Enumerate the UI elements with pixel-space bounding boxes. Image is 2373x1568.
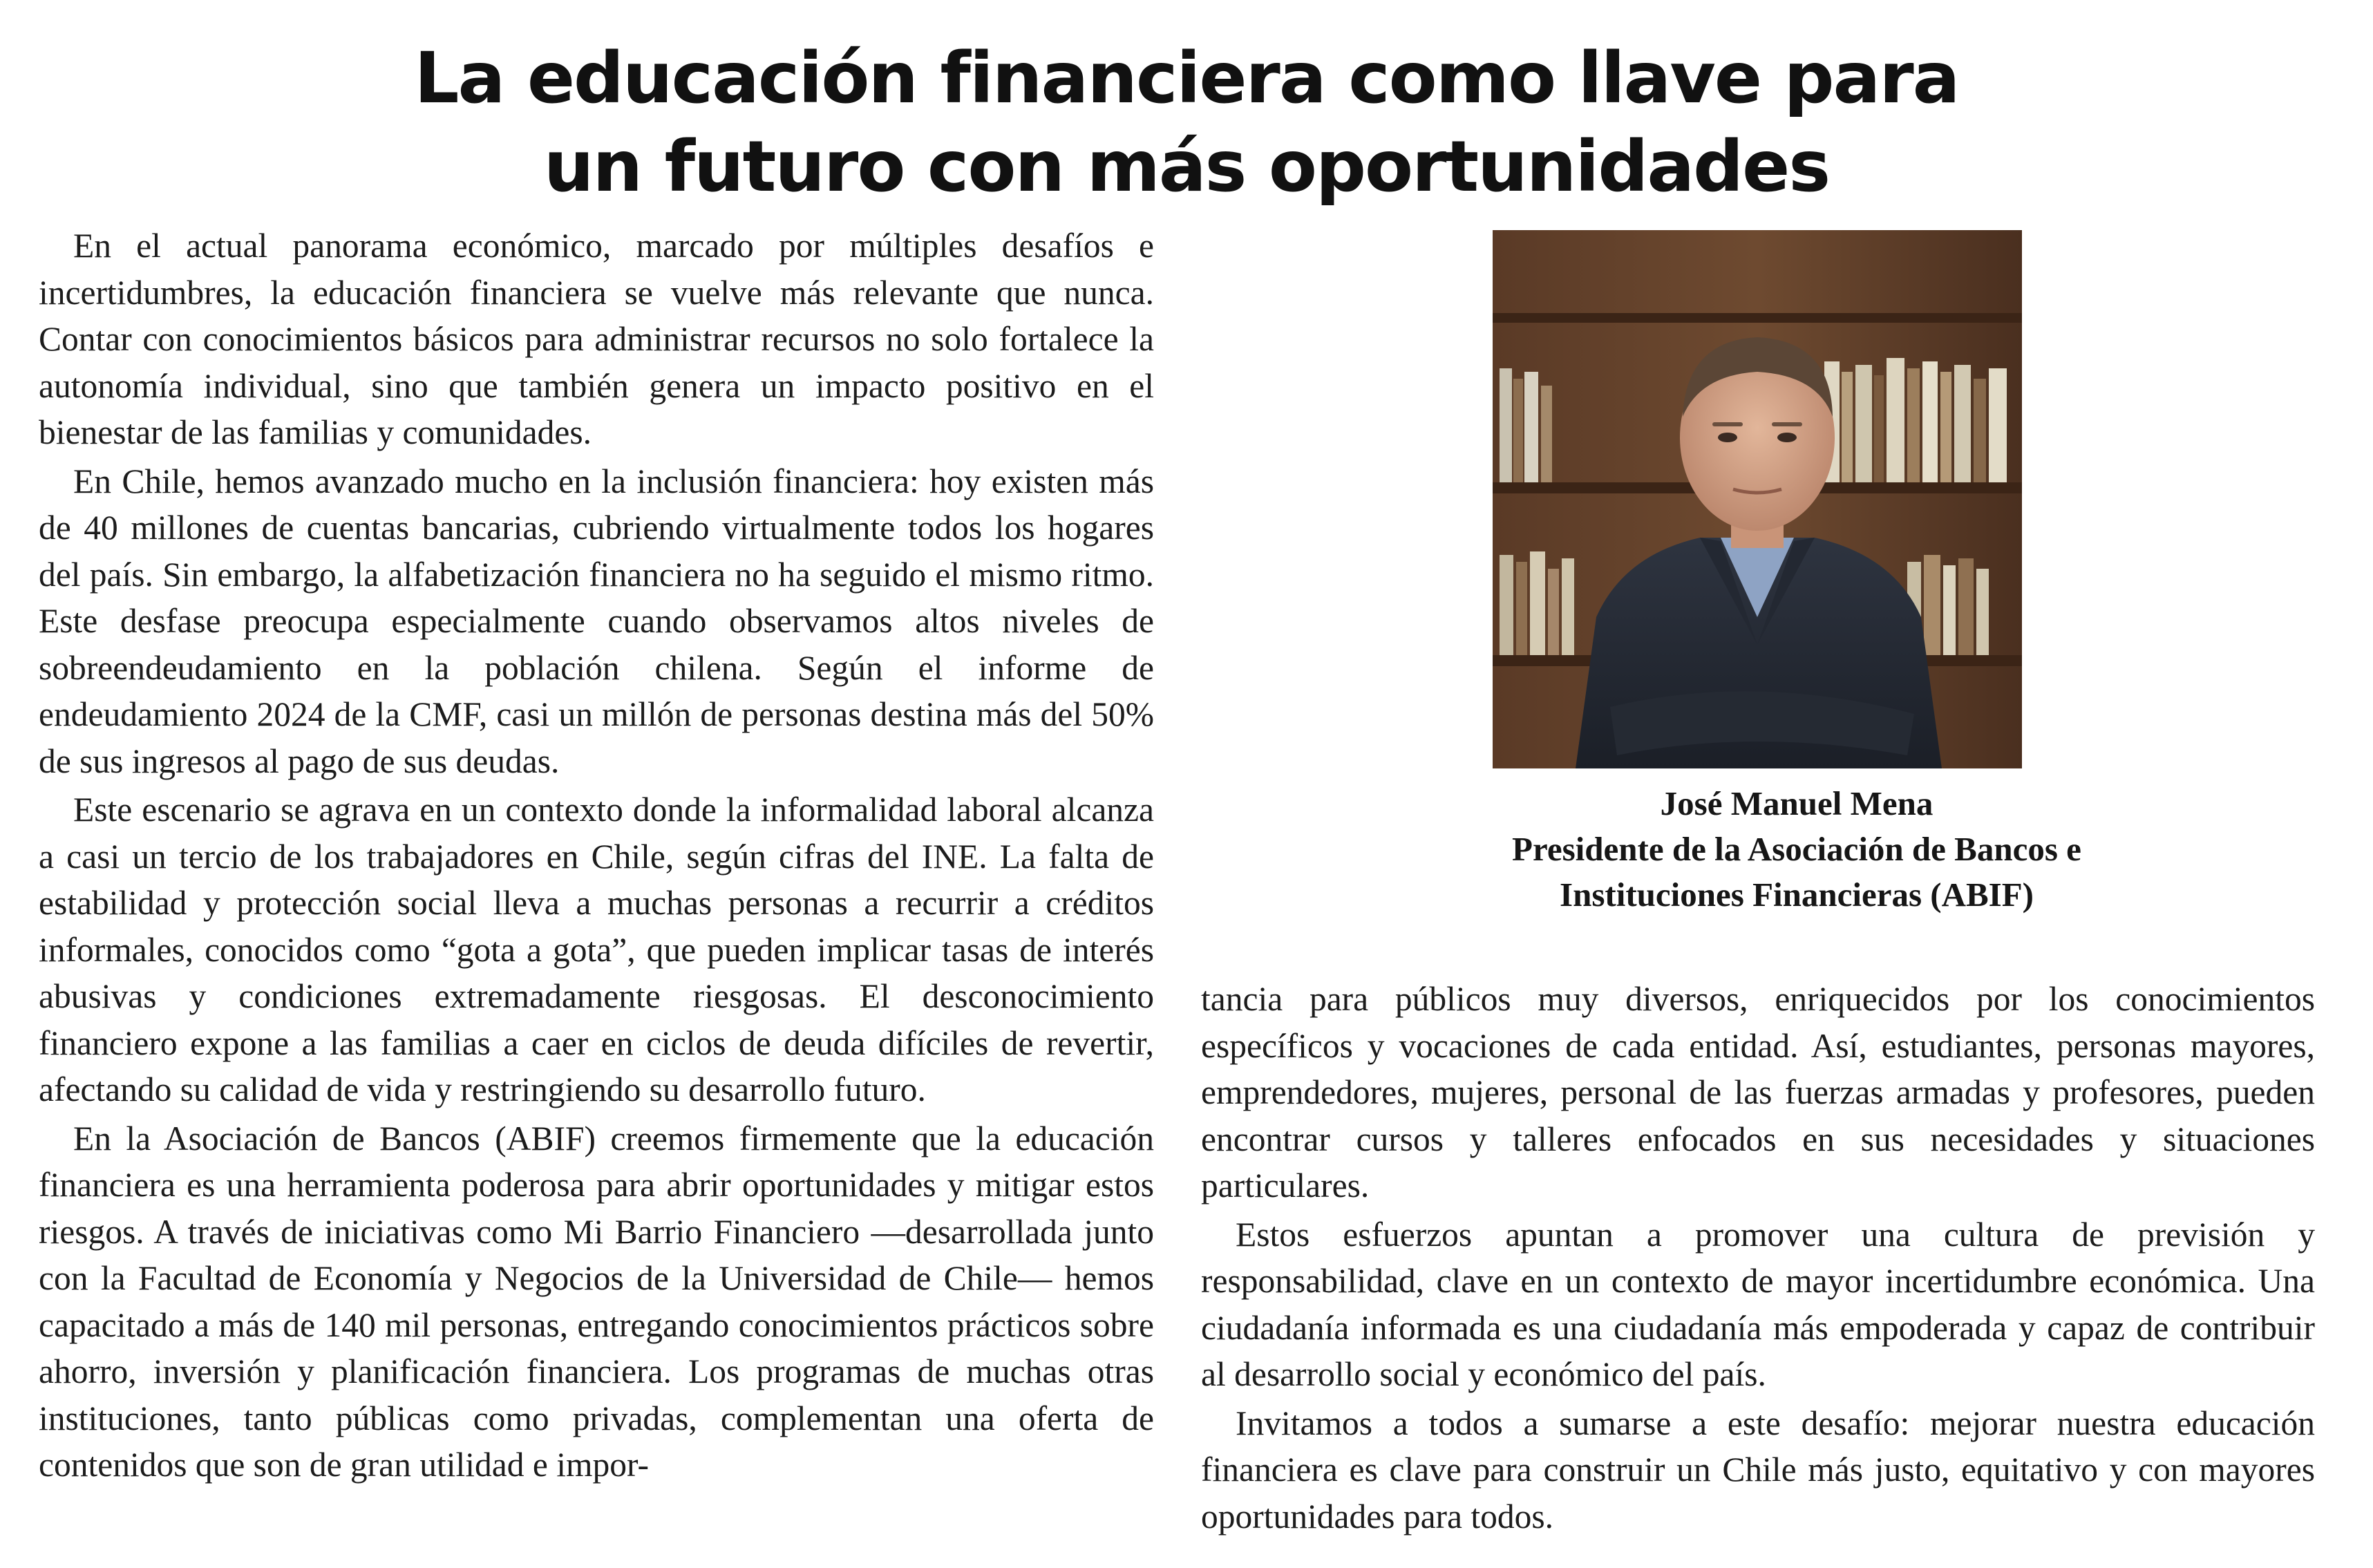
photo-caption: [1382, 781, 2211, 918]
author-name: José Manuel Mena: [1660, 784, 1934, 822]
author-title-line-1: Presidente de la Asociación de Bancos e: [1512, 830, 2081, 868]
headline-line-2: un futuro con más oportunidades: [543, 126, 1830, 208]
paragraph: tancia para públicos muy diversos, enriquecidos por los conocimientos específicos y vocaciones de cada entidad. Así, estudiantes, personas mayores, emprendedores, mujeres, personal de las fuerzas armadas y profesores, pueden encontrar cursos y talleres enfocados en sus necesidades y situaciones particulares.: [1201, 980, 2315, 1205]
author-portrait-photo: [1493, 230, 2022, 768]
headline-line-1: La educación financiera como llave para: [414, 37, 1959, 120]
article-column-left: [39, 223, 1154, 1491]
paragraph: Este escenario se agrava en un contexto donde la informalidad laboral alcanza a casi un tercio de los trabajadores en Chile, según cifras del INE. La falta de estabilidad y protección social lleva a muchas personas a recurrir a créditos informales, conocidos como “gota a gota”, que pueden implicar tasas de interés abusivas y condiciones extremadamente riesgosas. El desconocimiento financiero expone a las familias a caer en ciclos de deuda difíciles de revertir, afectando su calidad de vida y restringiendo su desarrollo futuro.: [39, 791, 1154, 1108]
paragraph: En la Asociación de Bancos (ABIF) creemos firmemente que la educación financiera es una herramienta poderosa para abrir oportunidades y mitigar estos riesgos. A través de iniciativas como Mi Barrio Financiero —desarrollada junto con la Facultad de Economía y Negocios de la Universidad de Chile— hemos capacitado a más de 140 mil personas, entregando conocimientos prácticos sobre ahorro, inversión y planificación financiera. Los programas de muchas otras instituciones, tanto públicas como privadas, complementan una oferta de contenidos que son de gran utilidad e impor-: [39, 1119, 1154, 1484]
paragraph: Invitamos a todos a sumarse a este desafío: mejorar nuestra educación financiera es clave para construir un Chile más justo, equitativo y con mayores oportunidades para todos.: [1201, 1404, 2315, 1536]
paragraph: En Chile, hemos avanzado mucho en la inclusión financiera: hoy existen más de 40 millones de cuentas bancarias, cubriendo virtualmente todos los hogares del país. Sin embargo, la alfabetización financiera no ha seguido el mismo ritmo. Este desfase preocupa especialmente cuando observamos altos niveles de sobreendeudamiento en la población chilena. Según el informe de endeudamiento 2024 de la CMF, casi un millón de personas destina más del 50% de sus ingresos al pago de sus deudas.: [39, 462, 1154, 780]
author-title-line-2: Instituciones Financieras (ABIF): [1560, 876, 2034, 914]
paragraph: En el actual panorama económico, marcado por múltiples desafíos e incertidumbres, la educación financiera se vuelve más relevante que nunca. Contar con conocimientos básicos para administrar recursos no solo fortalece la autonomía individual, sino que también genera un impacto positivo en el bienestar de las familias y comunidades.: [39, 227, 1154, 451]
paragraph: Estos esfuerzos apuntan a promover una cultura de previsión y responsabilidad, clave en un contexto de mayor incertidumbre económica. Una ciudadanía informada es una ciudadanía más empoderada y capaz de contribuir al desarrollo social y económico del país.: [1201, 1215, 2315, 1393]
article-headline: [0, 35, 2373, 211]
article-column-right: [1201, 976, 2315, 1542]
